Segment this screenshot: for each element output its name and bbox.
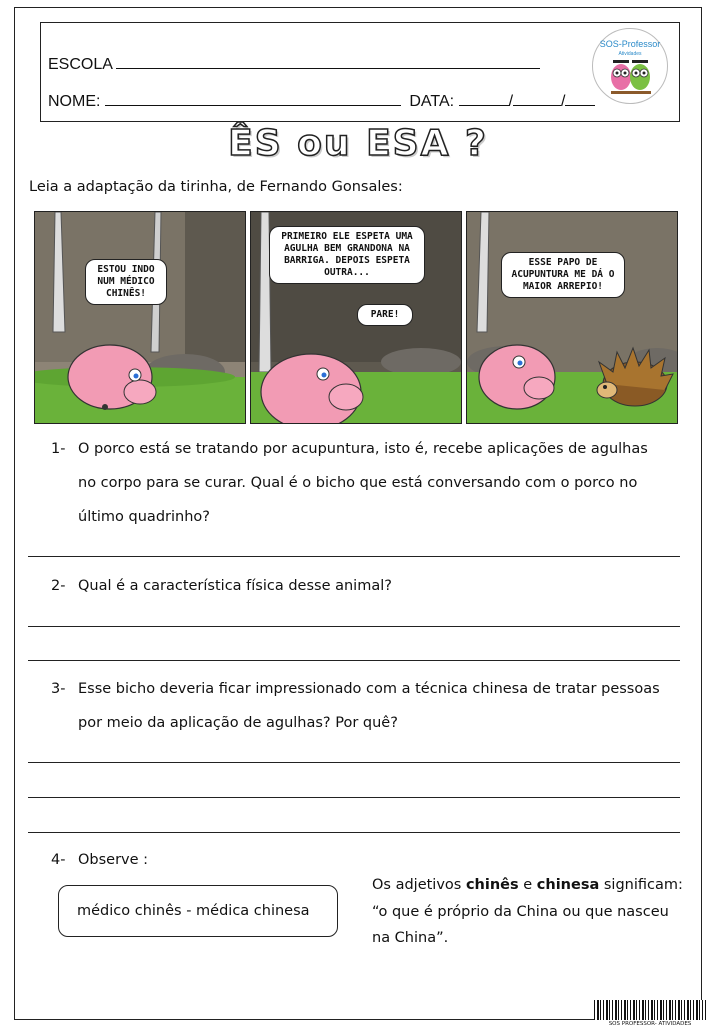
answer-line[interactable] bbox=[28, 797, 680, 798]
data-day-field[interactable] bbox=[459, 91, 509, 106]
forest-scene-1 bbox=[35, 212, 246, 424]
speech-bubble-1: ESTOU INDO NUM MÉDICO CHINÊS! bbox=[85, 259, 167, 305]
question-4 bbox=[0, 843, 716, 877]
speech-bubble-4: ESSE PAPO DE ACUPUNTURA ME DÁ O MAIOR ARREPIO! bbox=[501, 252, 625, 298]
answer-line[interactable] bbox=[28, 556, 680, 557]
escola-row bbox=[48, 54, 540, 74]
page-title: ÊS ou ESA ? bbox=[228, 123, 488, 164]
escola-field[interactable] bbox=[116, 54, 540, 69]
question-1-line-2: no corpo para se curar. Qual é o bicho que está conversando com o porco no bbox=[78, 475, 638, 491]
explanation-line-2: “o que é próprio da China ou que nasceu bbox=[372, 904, 669, 920]
comic-panel-2 bbox=[250, 211, 462, 424]
explanation-line-1 bbox=[372, 877, 683, 893]
question-4-line-1: Observe : bbox=[78, 852, 149, 868]
question-4-number: 4- bbox=[51, 852, 66, 868]
speech-bubble-3: PARE! bbox=[357, 304, 413, 326]
intro-text: Leia a adaptação da tirinha, de Fernando Gonsales: bbox=[29, 179, 403, 195]
question-2-line-1: Qual é a característica física desse animal? bbox=[78, 578, 392, 594]
example-box bbox=[58, 885, 338, 937]
explanation-word-chines: chinês bbox=[465, 877, 519, 893]
example-box-text: médico chinês - médica chinesa bbox=[77, 903, 310, 919]
question-1-line-1: O porco está se tratando por acupuntura, isto é, recebe aplicações de agulhas bbox=[78, 441, 648, 457]
speech-bubble-2: PRIMEIRO ELE ESPETA UMA AGULHA BEM GRANDONA NA BARRIGA. DEPOIS ESPETA OUTRA... bbox=[269, 226, 425, 284]
comic-panel-3 bbox=[466, 211, 678, 424]
barcode bbox=[594, 1000, 706, 1020]
nome-row: NOME: DATA: / / bbox=[48, 91, 595, 111]
barcode-text: SOS PROFESSOR- ATIVIDADES bbox=[608, 1021, 692, 1027]
nome-field[interactable] bbox=[105, 91, 401, 106]
question-1-line-3: último quadrinho? bbox=[78, 509, 210, 525]
data-month-field[interactable] bbox=[513, 91, 561, 106]
question-1 bbox=[0, 432, 716, 542]
answer-line[interactable] bbox=[28, 626, 680, 627]
question-3 bbox=[0, 672, 716, 740]
explanation-prefix: Os adjetivos bbox=[372, 877, 466, 893]
owl-logo-icon bbox=[593, 29, 667, 103]
logo bbox=[592, 28, 668, 104]
question-3-line-1: Esse bicho deveria ficar impressionado com a técnica chinesa de tratar pessoas bbox=[78, 681, 660, 697]
svg-text:SOS-Professor: SOS-Professor bbox=[599, 39, 661, 49]
explanation-mid: e bbox=[518, 877, 537, 893]
answer-line[interactable] bbox=[28, 762, 680, 763]
question-2 bbox=[0, 569, 716, 603]
question-3-line-2: por meio da aplicação de agulhas? Por quê? bbox=[78, 715, 398, 731]
explanation-word-chinesa: chinesa bbox=[536, 877, 600, 893]
answer-line[interactable] bbox=[28, 660, 680, 661]
question-3-number: 3- bbox=[51, 681, 66, 697]
escola-label: ESCOLA bbox=[48, 56, 113, 73]
svg-text:Atividades: Atividades bbox=[618, 51, 642, 57]
explanation-line-3: na China”. bbox=[372, 930, 449, 946]
question-2-number: 2- bbox=[51, 578, 66, 594]
answer-line[interactable] bbox=[28, 832, 680, 833]
forest-scene-3 bbox=[467, 212, 678, 424]
explanation-suffix: significam: bbox=[599, 877, 683, 893]
data-label: DATA: bbox=[409, 93, 455, 110]
comic-panel-1 bbox=[34, 211, 246, 424]
nome-label: NOME: bbox=[48, 93, 101, 110]
question-1-number: 1- bbox=[51, 441, 66, 457]
data-year-field[interactable] bbox=[565, 91, 595, 106]
